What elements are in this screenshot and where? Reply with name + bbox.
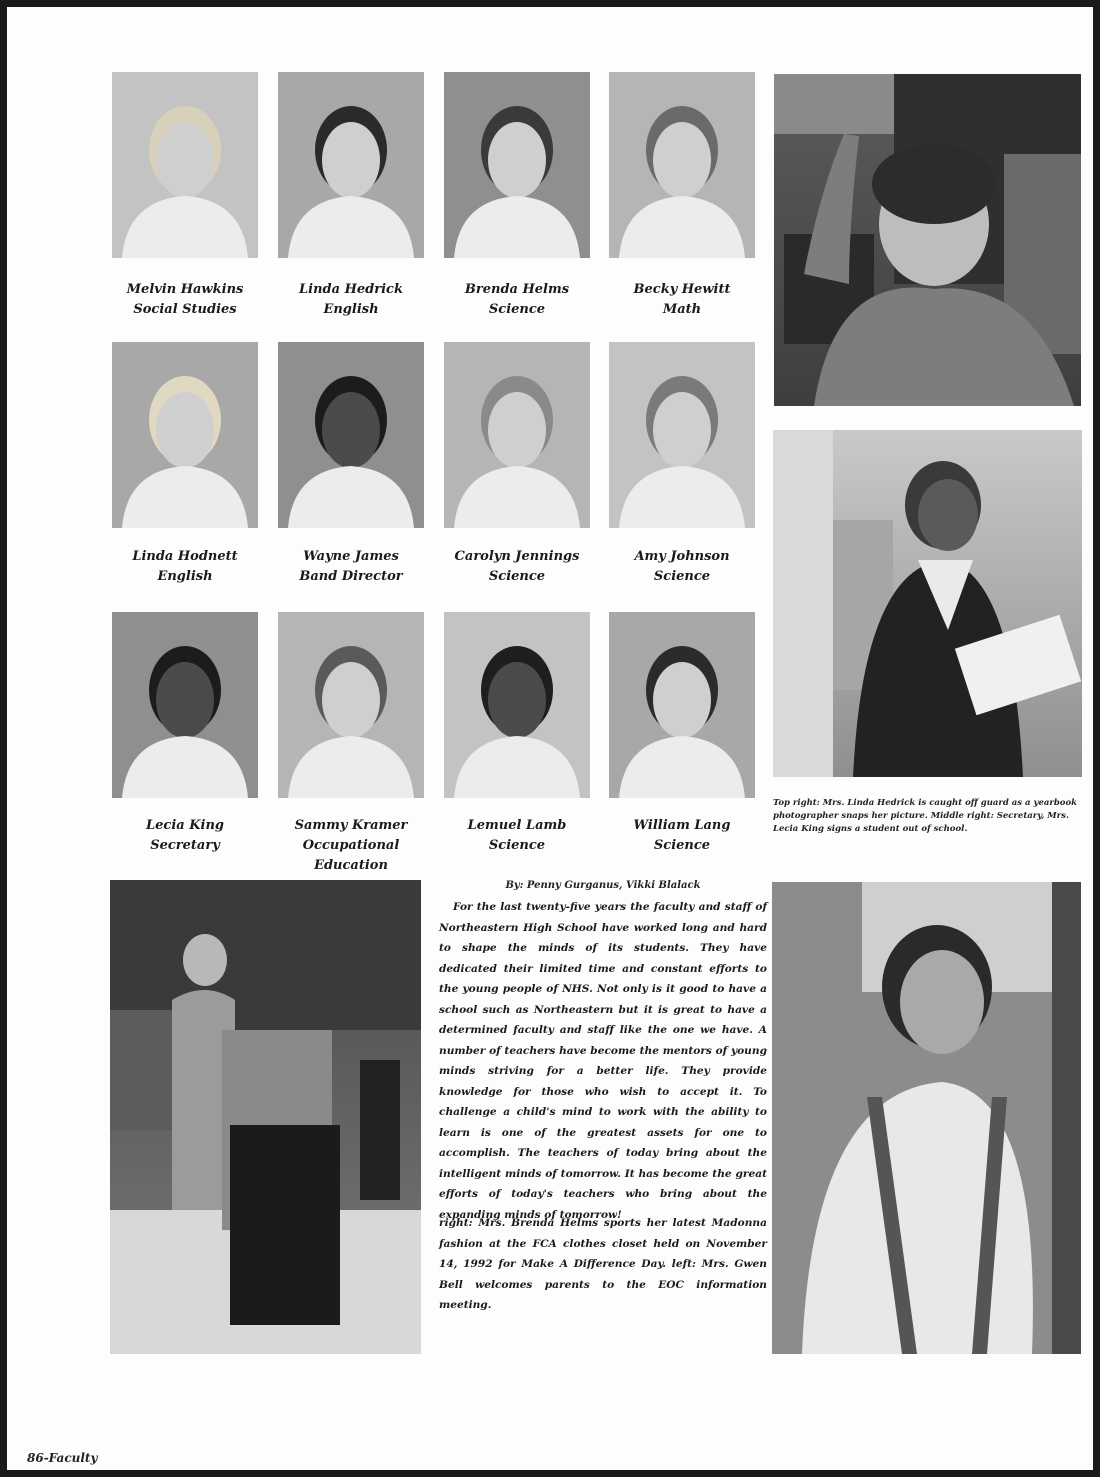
portrait-caption — [597, 280, 767, 320]
photo-linda-hedrick-candid — [774, 74, 1081, 406]
faculty-subject: Occupational Education — [302, 838, 400, 873]
photo-lecia-king-candid — [773, 430, 1082, 777]
portrait-caption — [266, 816, 436, 876]
portrait-caption — [266, 280, 436, 320]
photo-gwen-bell-candid — [110, 880, 421, 1354]
article-photo-caption: right: Mrs. Brenda Helms sports her latest Madonna fashion at the FCA clothes closet held on November 14, 1992 for Make A Difference Day. left: Mrs. Gwen Bell welcomes parents to the EOC information meeting. — [439, 1217, 767, 1311]
faculty-name: Carolyn Jennings — [454, 549, 580, 564]
portrait-photo — [444, 342, 590, 528]
portrait-photo — [444, 72, 590, 258]
portrait-photo — [278, 612, 424, 798]
portrait-caption — [432, 547, 602, 587]
faculty-subject: Band Director — [299, 569, 403, 584]
portrait-caption — [597, 816, 767, 856]
faculty-name: Becky Hewitt — [633, 282, 731, 297]
portrait-caption — [597, 547, 767, 587]
portrait-caption — [432, 280, 602, 320]
candid-photo-caption: Top right: Mrs. Linda Hedrick is caught off guard as a yearbook photographer snaps her picture. Middle right: Secretary, Mrs. Lecia King signs a student out of school. — [773, 798, 1078, 834]
faculty-subject: Science — [653, 569, 711, 584]
article-body: For the last twenty-five years the faculty and staff of Northeastern High School have worked long and hard to shape the minds of its students. They have dedicated their limited time and constant efforts to the young people of NHS. Not only is it good to have a school such as Northeastern but it is great to have a determined faculty and staff like the one we have. A number of teachers have become the mentors of young minds striving for a better life. They provide knowledge for those who wish to accept it. To challenge a child's mind to work with the ability to learn is one of the greatest assets for one to accomplish. The teachers of today bring about the intelligent minds of tomorrow. It has become the great efforts of today's teachers who bring about the expanding minds of tomorrow! — [439, 901, 767, 1221]
portrait-photo — [444, 612, 590, 798]
portrait-photo — [278, 342, 424, 528]
portrait-photo — [609, 342, 755, 528]
faculty-subject: Social Studies — [133, 302, 237, 317]
faculty-name: Lecia King — [146, 818, 224, 833]
portrait-caption — [432, 816, 602, 856]
faculty-name: William Lang — [633, 818, 731, 833]
faculty-name: Melvin Hawkins — [126, 282, 244, 297]
photo-brenda-helms-candid — [772, 882, 1081, 1354]
portrait-caption — [100, 816, 270, 856]
faculty-subject: Secretary — [150, 838, 220, 853]
yearbook-page — [7, 7, 1093, 1470]
portrait-photo — [609, 72, 755, 258]
faculty-subject: Science — [488, 838, 546, 853]
faculty-subject: Science — [488, 302, 546, 317]
article-byline: By: Penny Gurganus, Vikki Blalack — [505, 880, 701, 891]
portrait-caption — [100, 547, 270, 587]
faculty-subject: Science — [488, 569, 546, 584]
faculty-subject: Science — [653, 838, 711, 853]
portrait-caption — [100, 280, 270, 320]
faculty-subject: English — [157, 569, 213, 584]
portrait-photo — [278, 72, 424, 258]
faculty-subject: English — [323, 302, 379, 317]
portrait-caption — [266, 547, 436, 587]
portrait-photo — [112, 612, 258, 798]
page-folio: 86-Faculty — [27, 1451, 98, 1465]
portrait-photo — [609, 612, 755, 798]
faculty-subject: Math — [662, 302, 702, 317]
faculty-name: Sammy Kramer — [294, 818, 408, 833]
portrait-photo — [112, 72, 258, 258]
faculty-name: Linda Hedrick — [299, 282, 403, 297]
faculty-name: Lemuel Lamb — [467, 818, 567, 833]
portrait-photo — [112, 342, 258, 528]
faculty-name: Amy Johnson — [634, 549, 730, 564]
faculty-name: Wayne James — [303, 549, 399, 564]
faculty-name: Brenda Helms — [464, 282, 570, 297]
faculty-name: Linda Hodnett — [132, 549, 238, 564]
